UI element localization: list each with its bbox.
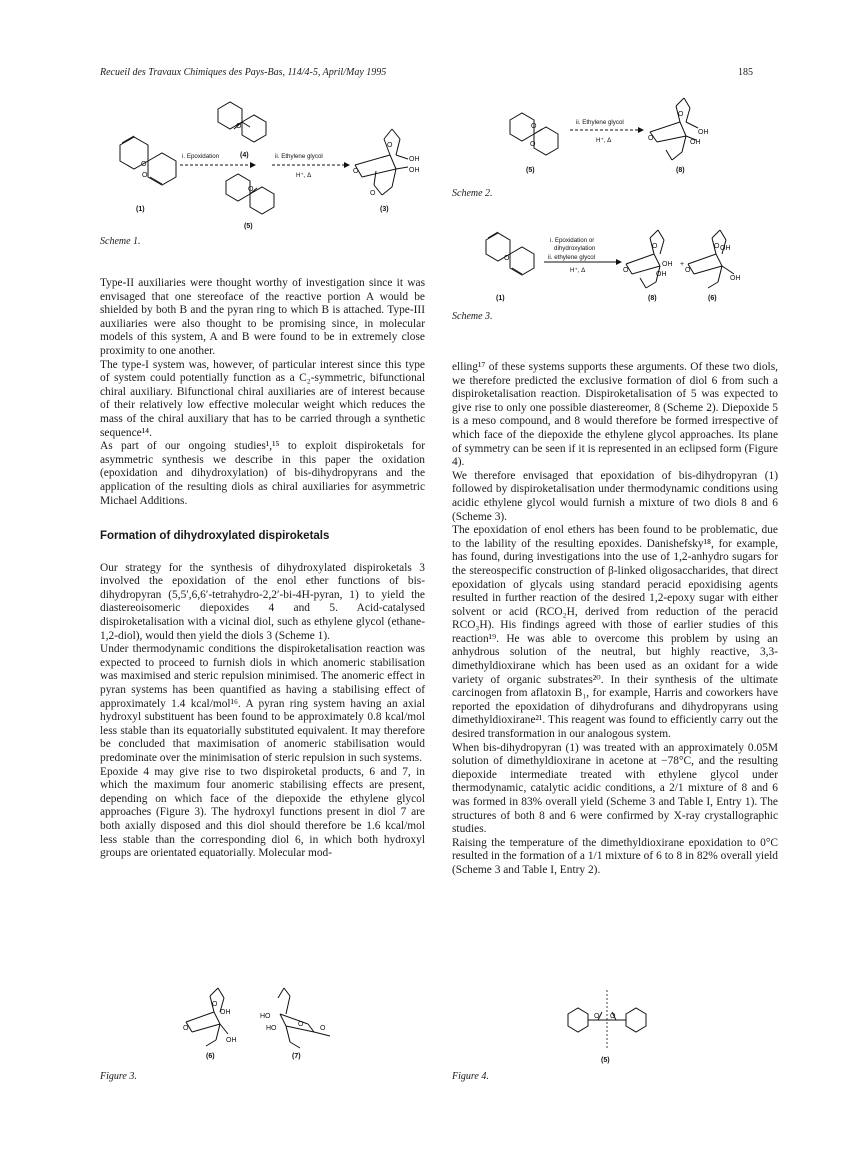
compound-6-structure-scheme-3 (685, 230, 734, 288)
svg-text:O: O (530, 141, 536, 148)
scheme-3-arrow-line-2: dihydroxylation (554, 245, 596, 252)
svg-text:O: O (248, 186, 254, 193)
page-number: 185 (738, 67, 753, 78)
svg-text:O: O (236, 123, 242, 130)
right-paragraph-5: Raising the temperature of the dimethyldioxirane epoxidation to 0°C resulted in the formation of a 1/1 mixture of 6 to 8 in 82% overall yield (Scheme 3 and Table I, Entry 2). (452, 836, 778, 876)
compound-3-structure (353, 129, 408, 197)
figure-4-caption: Figure 4. (452, 1071, 489, 1082)
compound-8-structure-scheme-3 (623, 230, 664, 288)
right-paragraph-3: The epoxidation of enol ethers has been found to be problematic, due to the lability of the resulting epoxides. Danishefsky¹⁸, for example, has found, during investigations into the use of 1,2-anhydro sugars for the stereospecific construction of β-linked oligosaccharides, that direct epoxidation of glycals using standard peracid epoxidising agents resulted in further reaction of the desired 1,2-epoxy sugar with either solvent or acid (RCO₂H, derived from reduction of the peracid RCO₃H). His findings agreed with those of earlier studies of this reaction¹⁹. He was able to overcome this problem by using an anhydrous solution of the neutral, but highly reactive, 3,3-dimethyldioxirane which has been used as an oxidant for a wide variety of organic substrates²⁰. In their synthesis of the ultimate carcinogen from aflatoxin B₁, for example, Harris and coworkers have reported the epoxidation of dihydrofurans and dihydropyrans using dimethyldioxirane²¹. This reagent was found to efficiently carry out the desired transformation in our analogous system. (452, 524, 778, 741)
compound-1-structure (120, 136, 176, 185)
figure-4-figure (560, 990, 670, 1066)
svg-text:O: O (141, 161, 147, 168)
scheme-1-arrow-2-bottom: H⁺, Δ (296, 172, 312, 179)
svg-text:O: O (623, 267, 629, 274)
scheme-2-caption: Scheme 2. (452, 188, 493, 199)
figure-4-label-5: (5) (601, 1057, 610, 1064)
svg-text:O: O (212, 1001, 218, 1008)
svg-text:O: O (594, 1013, 600, 1020)
figure-3-compound-7-ho-1: HO (260, 1013, 271, 1020)
svg-text:O: O (183, 1025, 189, 1032)
svg-text:O: O (353, 168, 359, 175)
scheme-3-caption: Scheme 3. (452, 311, 493, 322)
figure-3-label-7: (7) (292, 1053, 301, 1060)
compound-5-structure (226, 174, 274, 214)
svg-text:O: O (648, 135, 654, 142)
left-paragraph-4: Our strategy for the synthesis of dihydroxylated dispiroketals 3 involved the epoxidation of the enol ether functions of bis-dihydropyran (5,5′,6,6′-tetrahydro-2,2′-bi-4H-pyran, 1) to yield the diastereoisomeric diepoxides 4 and 5. Acid-catalysed dispiroketalisation with a vicinal diol, such as ethylene glycol (ethane-1,2-diol), would then yield the diols 3 (Scheme 1). (100, 561, 425, 642)
figure-3-figure (180, 980, 350, 1060)
scheme-3-label-1: (1) (496, 295, 505, 302)
svg-text:O: O (678, 111, 684, 118)
figure-3-label-6: (6) (206, 1053, 215, 1060)
svg-text:O: O (142, 172, 148, 179)
scheme-3-arrow-line-1: i. Epoxidation or (550, 237, 595, 244)
scheme-1-caption: Scheme 1. (100, 236, 141, 247)
scheme-3-plus: + (680, 261, 685, 268)
svg-text:O: O (320, 1025, 326, 1032)
scheme-3-figure (480, 222, 750, 312)
scheme-2-label-5: (5) (526, 167, 535, 174)
svg-text:O: O (387, 142, 393, 149)
compound-1-structure-scheme-3 (486, 232, 534, 275)
right-paragraph-1: elling¹⁷ of these systems supports these arguments. Of these two diols, we therefore predicted the exclusive formation of diol 6 from such a dispiroketalisation reaction. Dispiroketalisation of 5 was expected to give rise to only one possible diastereomer, 8 (Scheme 2). Diepoxide 5 is a meso compound, and 8 would therefore be formed irrespective of which face of the diepoxide the ethylene glycol approaches. Its plane of symmetry can be seen if it is represented in an eclipsed form (Figure 4). (452, 361, 778, 469)
compound-3-label: (3) (380, 206, 389, 213)
figure-3-compound-6-oh-2: OH (226, 1037, 237, 1044)
compound-6-structure-figure-3 (183, 988, 228, 1046)
right-paragraph-2: We therefore envisaged that epoxidation of bis-dihydropyran (1) followed by dispiroketalisation under thermodynamic conditions using acidic ethylene glycol would furnish a mixture of two diols 8 and 6 (Scheme 3). (452, 469, 778, 523)
svg-text:O: O (298, 1021, 304, 1028)
right-column (452, 361, 778, 878)
right-paragraph-4: When bis-dihydropyran (1) was treated with an approximately 0.05M solution of dimethyldioxirane in acetone at −78°C, and the resulting diepoxide intermediate treated with ethylene glycol under thermodynamic, catalytic acidic conditions, a 2/1 mixture of 8 and 6 was formed in 83% overall yield (Scheme 3 and Table I, Entry 1). The structures of both 8 and 6 were confirmed by X-ray crystallographic studies. (452, 741, 778, 836)
left-paragraph-1: Type-II auxiliaries were thought worthy of investigation since it was envisaged that one stereoface of the reactive portion A would be shielded by both B and the pyran ring to which B is attached. Type-III auxiliaries were also thought to be promising since, in molecular models of this system, A and B were found to be in extremely close proximity to one another. (100, 277, 425, 357)
compound-3-oh-1: OH (409, 156, 420, 163)
scheme-2-arrow-bottom: H⁺, Δ (596, 137, 612, 144)
left-paragraph-5: Under thermodynamic conditions the dispiroketalisation reaction was expected to proceed to furnish diols in which anomeric stabilisation was maximised and steric repulsion minimised. The anomeric effect in pyran systems has been quantified as having a stabilising effect of approximately 1.4 kcal/mol¹⁶. A pyran ring system having an axial hydroxyl substituent has been found to be approximately 0.8 kcal/mol less stable than its equatorially substituted equivalent. It may therefore be concluded that maximisation of anomeric stabilisation would predominate over the minimisation of steric repulsion in such systems. (100, 643, 425, 764)
scheme-3-compound-6-oh-1: OH (720, 245, 731, 252)
scheme-3-arrow-line-3: ii. ethylene glycol (548, 254, 596, 261)
svg-text:O: O (714, 243, 720, 250)
figure-3-caption: Figure 3. (100, 1071, 137, 1082)
compound-5-label: (5) (244, 223, 253, 230)
left-paragraph-6: Epoxide 4 may give rise to two dispiroketal products, 6 and 7, in which the maximum four anomeric stabilising effects are present, depending on which face of the diepoxide the ethylene glycol approaches (Figure 3). The hydroxyl functions present in diol 7 are both axially disposed and this diol should therefore be 1.6 kcal/mol less stable than the corresponding diol 6, in which both hydroxyl groups are orientated equatorially. Molecular mod- (100, 765, 425, 860)
running-head: Recueil des Travaux Chimiques des Pays-Bas, 114/4-5, April/May 1995 (100, 67, 387, 78)
left-paragraph-2: The type-I system was, however, of particular interest since this type of system could potentially function as a C₂-symmetric, bifunctional chiral auxiliary. Bifunctional chiral auxiliaries are of interest because of their relatively low effective molecular weight which reduces the mass of the chiral auxiliary that has to be carried through a synthetic sequence¹⁴. (100, 358, 425, 439)
scheme-3-compound-8-oh-2: OH (656, 271, 667, 278)
scheme-3-label-8: (8) (648, 295, 657, 302)
compound-5-structure-scheme-2 (510, 113, 558, 155)
compound-1-label: (1) (136, 206, 145, 213)
left-paragraph-3: As part of our ongoing studies¹,¹⁵ to exploit dispiroketals for asymmetric synthesis we describe in this paper the oxidation (epoxidation and dihydroxylation) of bis-dihydropyrans and the application of the resulting diols as chiral auxiliaries for asymmetric Michael Additions. (100, 440, 425, 507)
scheme-3-compound-6-oh-2: OH (730, 275, 741, 282)
svg-text:O: O (652, 243, 658, 250)
svg-text:O: O (610, 1013, 616, 1020)
scheme-1-arrow-1-label: i. Epoxidation (182, 153, 220, 160)
section-title: Formation of dihydroxylated dispiroketals (100, 530, 330, 543)
scheme-1-figure (100, 95, 430, 235)
compound-7-structure-figure-3 (278, 988, 330, 1048)
svg-text:O: O (685, 267, 691, 274)
compound-3-oh-2: OH (409, 167, 420, 174)
scheme-2-figure (500, 90, 730, 185)
svg-text:O: O (531, 123, 537, 130)
scheme-3-arrow-line-4: H⁺, Δ (570, 267, 586, 274)
scheme-3-label-6: (6) (708, 295, 717, 302)
compound-4-structure (218, 102, 266, 142)
compound-8-structure-scheme-2 (648, 98, 698, 160)
scheme-1-arrow-2-top: ii. Ethylene glycol (275, 153, 323, 160)
svg-text:O: O (370, 190, 376, 197)
svg-text:O: O (504, 255, 510, 262)
scheme-2-arrow-top: ii. Ethylene glycol (576, 119, 624, 126)
compound-8-oh-1: OH (698, 129, 709, 136)
left-column (100, 277, 425, 861)
figure-3-compound-6-oh-1: OH (220, 1009, 231, 1016)
compound-8-oh-2: OH (690, 139, 701, 146)
figure-3-compound-7-ho-2: HO (266, 1025, 277, 1032)
scheme-2-label-8: (8) (676, 167, 685, 174)
compound-4-label: (4) (240, 152, 249, 159)
scheme-3-compound-8-oh-1: OH (662, 261, 673, 268)
